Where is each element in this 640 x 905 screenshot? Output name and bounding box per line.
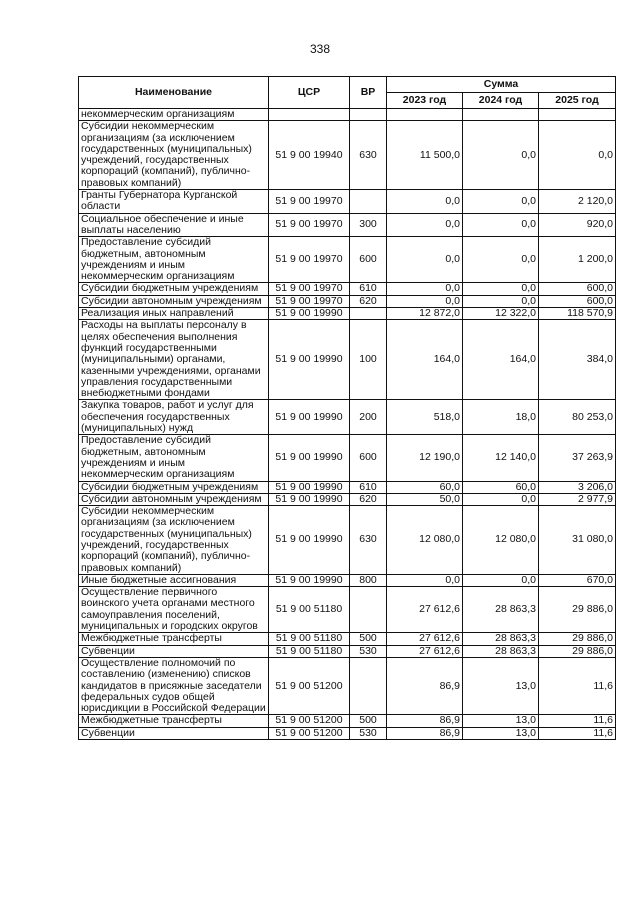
table-row [79, 645, 616, 657]
cell-vr [350, 587, 387, 633]
cell-vr [350, 190, 387, 214]
cell-2024: 12 322,0 [463, 308, 539, 320]
cell-2023: 518,0 [387, 400, 463, 435]
cell-2023: 0,0 [387, 190, 463, 214]
cell-2023: 27 612,6 [387, 645, 463, 657]
cell-vr: 620 [350, 295, 387, 307]
cell-csr: 51 9 00 19970 [269, 190, 350, 214]
cell-2025: 3 206,0 [539, 481, 616, 493]
cell-2023: 86,9 [387, 727, 463, 739]
cell-csr [269, 109, 350, 121]
cell-2023: 0,0 [387, 213, 463, 237]
cell-2024: 18,0 [463, 400, 539, 435]
cell-2025: 2 120,0 [539, 190, 616, 214]
cell-name: некоммерческим организациям [79, 109, 269, 121]
cell-name: Субсидии автономным учреждениям [79, 295, 269, 307]
cell-name: Гранты Губернатора Курганской области [79, 190, 269, 214]
cell-csr: 51 9 00 51180 [269, 645, 350, 657]
cell-name: Субвенции [79, 645, 269, 657]
cell-csr: 51 9 00 19970 [269, 283, 350, 295]
table-row [79, 190, 616, 214]
cell-2023: 0,0 [387, 574, 463, 586]
header-csr: ЦСР [269, 77, 350, 109]
cell-vr: 630 [350, 121, 387, 190]
cell-2025: 670,0 [539, 574, 616, 586]
cell-csr: 51 9 00 19970 [269, 237, 350, 283]
table-row [79, 435, 616, 481]
cell-name: Субсидии бюджетным учреждениям [79, 283, 269, 295]
table-row [79, 506, 616, 575]
cell-2025: 29 886,0 [539, 587, 616, 633]
table-row [79, 493, 616, 505]
cell-2024: 12 140,0 [463, 435, 539, 481]
cell-2023: 86,9 [387, 657, 463, 714]
cell-csr: 51 9 00 19990 [269, 435, 350, 481]
table-row [79, 237, 616, 283]
cell-vr: 200 [350, 400, 387, 435]
cell-name: Закупка товаров, работ и услуг для обеспечения государственных (муниципальных) нужд [79, 400, 269, 435]
cell-2024: 0,0 [463, 190, 539, 214]
cell-2024: 13,0 [463, 715, 539, 727]
cell-2025: 80 253,0 [539, 400, 616, 435]
table-row [79, 587, 616, 633]
cell-csr: 51 9 00 51180 [269, 587, 350, 633]
cell-2025: 0,0 [539, 121, 616, 190]
table-row [79, 213, 616, 237]
page-number: 338 [309, 42, 331, 56]
cell-name: Осуществление полномочий по составлению (изменению) списков кандидатов в присяжные заседатели федеральных судов общей юрисдикции в Российской Федерации [79, 657, 269, 714]
cell-2024: 164,0 [463, 320, 539, 400]
cell-2024: 0,0 [463, 213, 539, 237]
cell-2023: 12 872,0 [387, 308, 463, 320]
cell-vr: 620 [350, 493, 387, 505]
cell-2025: 37 263,9 [539, 435, 616, 481]
cell-2025: 29 886,0 [539, 645, 616, 657]
cell-2024: 0,0 [463, 295, 539, 307]
table-row [79, 727, 616, 739]
cell-2024: 0,0 [463, 237, 539, 283]
budget-table [78, 76, 616, 740]
header-name: Наименование [79, 77, 269, 109]
cell-vr: 300 [350, 213, 387, 237]
cell-name: Реализация иных направлений [79, 308, 269, 320]
cell-2023: 0,0 [387, 295, 463, 307]
cell-csr: 51 9 00 19970 [269, 213, 350, 237]
cell-2023: 27 612,6 [387, 633, 463, 645]
table-row [79, 320, 616, 400]
cell-vr: 800 [350, 574, 387, 586]
cell-2024: 13,0 [463, 727, 539, 739]
cell-name: Социальное обеспечение и иные выплаты населению [79, 213, 269, 237]
cell-2025: 920,0 [539, 213, 616, 237]
header-sum: Сумма [387, 77, 616, 93]
table-row [79, 657, 616, 714]
cell-csr: 51 9 00 19990 [269, 481, 350, 493]
cell-2023: 60,0 [387, 481, 463, 493]
cell-2024: 0,0 [463, 493, 539, 505]
cell-2025: 11,6 [539, 727, 616, 739]
cell-vr: 100 [350, 320, 387, 400]
cell-vr: 600 [350, 237, 387, 283]
header-year-2025: 2025 год [539, 93, 616, 109]
cell-2023: 27 612,6 [387, 587, 463, 633]
table-body [79, 109, 616, 740]
cell-2023: 86,9 [387, 715, 463, 727]
table-row [79, 283, 616, 295]
cell-2024: 12 080,0 [463, 506, 539, 575]
cell-2024: 28 863,3 [463, 587, 539, 633]
cell-vr [350, 308, 387, 320]
cell-2025: 600,0 [539, 295, 616, 307]
cell-2023: 0,0 [387, 283, 463, 295]
table-row [79, 308, 616, 320]
header-year-2023: 2023 год [387, 93, 463, 109]
header-vr: ВР [350, 77, 387, 109]
cell-2023: 164,0 [387, 320, 463, 400]
cell-name: Предоставление субсидий бюджетным, автономным учреждениям и иным некоммерческим организациям [79, 237, 269, 283]
cell-2023 [387, 109, 463, 121]
cell-csr: 51 9 00 19990 [269, 308, 350, 320]
cell-2024: 0,0 [463, 121, 539, 190]
cell-vr: 500 [350, 633, 387, 645]
cell-vr [350, 109, 387, 121]
table-row [79, 121, 616, 190]
cell-2025: 384,0 [539, 320, 616, 400]
cell-2024: 60,0 [463, 481, 539, 493]
cell-2025: 118 570,9 [539, 308, 616, 320]
cell-name: Субвенции [79, 727, 269, 739]
cell-vr: 530 [350, 645, 387, 657]
cell-2025: 29 886,0 [539, 633, 616, 645]
cell-vr: 630 [350, 506, 387, 575]
cell-2024: 28 863,3 [463, 645, 539, 657]
cell-name: Субсидии некоммерческим организациям (за исключением государственных (муниципальных) учреждений, государственных корпораций (компаний), публично-правовых компаний) [79, 121, 269, 190]
cell-csr: 51 9 00 19990 [269, 320, 350, 400]
cell-2025: 11,6 [539, 715, 616, 727]
cell-2025: 1 200,0 [539, 237, 616, 283]
cell-name: Иные бюджетные ассигнования [79, 574, 269, 586]
cell-name: Расходы на выплаты персоналу в целях обеспечения выполнения функций государственными (муниципальными) органами, казенными учреждениями, органами управления государственными внебюджетными фондами [79, 320, 269, 400]
cell-2024: 0,0 [463, 574, 539, 586]
cell-name: Межбюджетные трансферты [79, 633, 269, 645]
cell-vr: 610 [350, 481, 387, 493]
cell-csr: 51 9 00 19970 [269, 295, 350, 307]
table-row [79, 295, 616, 307]
cell-2024: 28 863,3 [463, 633, 539, 645]
cell-name: Межбюджетные трансферты [79, 715, 269, 727]
cell-2025: 2 977,9 [539, 493, 616, 505]
cell-name: Субсидии бюджетным учреждениям [79, 481, 269, 493]
cell-csr: 51 9 00 51200 [269, 727, 350, 739]
cell-name: Предоставление субсидий бюджетным, автономным учреждениям и иным некоммерческим организациям [79, 435, 269, 481]
cell-csr: 51 9 00 19940 [269, 121, 350, 190]
cell-2023: 11 500,0 [387, 121, 463, 190]
cell-2025 [539, 109, 616, 121]
cell-vr: 530 [350, 727, 387, 739]
table-row [79, 481, 616, 493]
cell-csr: 51 9 00 51200 [269, 715, 350, 727]
table-row [79, 574, 616, 586]
cell-2025: 11,6 [539, 657, 616, 714]
table-row [79, 109, 616, 121]
cell-vr: 610 [350, 283, 387, 295]
table-row [79, 715, 616, 727]
cell-csr: 51 9 00 19990 [269, 400, 350, 435]
cell-name: Осуществление первичного воинского учета органами местного самоуправления поселений, муниципальных и городских округов [79, 587, 269, 633]
cell-csr: 51 9 00 19990 [269, 506, 350, 575]
cell-vr [350, 657, 387, 714]
cell-2024: 13,0 [463, 657, 539, 714]
cell-vr: 600 [350, 435, 387, 481]
cell-csr: 51 9 00 19990 [269, 574, 350, 586]
cell-csr: 51 9 00 51200 [269, 657, 350, 714]
cell-2024: 0,0 [463, 283, 539, 295]
table-header [79, 77, 616, 109]
cell-2023: 12 080,0 [387, 506, 463, 575]
cell-2023: 0,0 [387, 237, 463, 283]
cell-csr: 51 9 00 19990 [269, 493, 350, 505]
cell-name: Субсидии автономным учреждениям [79, 493, 269, 505]
cell-2023: 12 190,0 [387, 435, 463, 481]
cell-2023: 50,0 [387, 493, 463, 505]
cell-2024 [463, 109, 539, 121]
table-row [79, 400, 616, 435]
cell-vr: 500 [350, 715, 387, 727]
cell-name: Субсидии некоммерческим организациям (за исключением государственных (муниципальных) учреждений, государственных корпораций (компаний), публично-правовых компаний) [79, 506, 269, 575]
header-year-2024: 2024 год [463, 93, 539, 109]
cell-2025: 600,0 [539, 283, 616, 295]
cell-2025: 31 080,0 [539, 506, 616, 575]
cell-csr: 51 9 00 51180 [269, 633, 350, 645]
table-row [79, 633, 616, 645]
